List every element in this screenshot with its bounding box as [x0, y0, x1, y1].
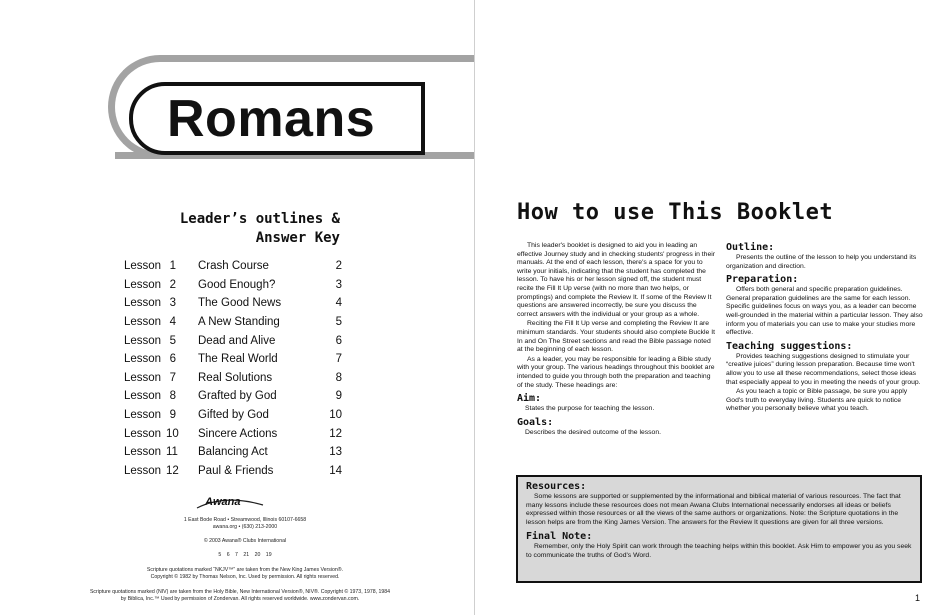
lesson-page: 5	[335, 316, 342, 329]
scripture-note-4: by Biblica, Inc.™ Used by permission of Zondervan. All rights reserved worldwide. www.zondervan.com.	[120, 596, 360, 602]
lesson-title: Good Enough?	[198, 278, 276, 291]
intro-paragraph-3: As a leader, you may be responsible for leading a Bible study with your group. The various headings throughout this booklet are intended to guide you through both the preparation and teaching of the study. These headings are:	[517, 355, 715, 389]
lesson-label: Lesson	[124, 446, 162, 459]
lesson-label: Lesson	[124, 278, 162, 291]
lesson-number: 9	[169, 409, 176, 422]
scripture-note-2: Copyright © 1982 by Thomas Nelson, Inc. Used by permission. All rights reserved.	[150, 574, 340, 580]
toc-row	[124, 331, 342, 350]
teaching-heading: Teaching suggestions:	[726, 340, 853, 352]
resources-heading: Resources:	[526, 481, 587, 492]
preparation-heading: Preparation:	[726, 274, 799, 286]
right-column	[726, 242, 924, 415]
toc-row	[124, 424, 342, 443]
toc-heading	[150, 210, 340, 248]
lesson-number: 11	[166, 446, 178, 459]
lesson-number: 8	[169, 390, 176, 403]
lesson-label: Lesson	[124, 297, 162, 310]
lesson-page: 3	[335, 278, 342, 291]
outline-text: Presents the outline of the lesson to help you understand its organization and direction.	[726, 254, 917, 270]
awana-logo	[195, 496, 267, 512]
lesson-label: Lesson	[124, 316, 162, 329]
lesson-page: 9	[335, 390, 342, 403]
lesson-page: 14	[329, 464, 342, 477]
teaching-text-2: As you teach a topic or Bible passage, be sure you apply God's truth to everyday living. Students are quick to notice whether you personally believe what you teach.	[726, 388, 908, 413]
lesson-page: 7	[335, 353, 342, 366]
lesson-number: 3	[169, 297, 176, 310]
intro-paragraph-1: This leader's booklet is designed to aid you in leading an effective Journey study and in checking students' progress in their manuals. At the end of each lesson, there's a space for you to write your initials, indicating that the student has completed the lesson. To have his or her lesson signed off, the student must recite the Fill It Up verse (with no more than two helps, or promptings) and complete the Review It. If some of the Review It questions are answered incorrectly, be sure you discuss the correct answers with the individual or your group as a whole.	[517, 242, 716, 318]
section-title: How to use This Booklet	[517, 200, 834, 225]
aim-text: States the purpose for teaching the lesson.	[525, 405, 655, 413]
lesson-page: 2	[335, 260, 342, 273]
scripture-note-1: Scripture quotations marked “NKJV™” are taken from the New King James Version®.	[146, 567, 344, 573]
lesson-label: Lesson	[124, 409, 162, 422]
preparation-text: Offers both general and specific preparation guidelines. General preparation guidelines are the same for each lesson. Specific guidelines focus on ways you, as a leader can become well-grounded in the material within a particular lesson. They also inform you of materials you can use to make your studies more effective.	[726, 286, 923, 337]
lesson-page: 8	[335, 371, 342, 384]
toc-row	[124, 294, 342, 313]
print-codes: 5 6 7 21 20 19	[218, 552, 272, 558]
copyright-text: © 2003 Awana® Clubs International	[203, 538, 287, 544]
toc-row	[124, 276, 342, 295]
left-column	[517, 242, 717, 438]
lesson-label: Lesson	[124, 371, 162, 384]
lesson-page: 13	[329, 446, 342, 459]
lesson-title: The Real World	[198, 353, 278, 366]
toc-row	[124, 443, 342, 462]
lesson-title: Crash Course	[198, 260, 269, 273]
final-note-text: Remember, only the Holy Spirit can work through the teaching helps within this booklet. Ask Him to empower you as you seek to communicate the truths of God's Word.	[526, 543, 912, 559]
lesson-number: 7	[169, 371, 176, 384]
final-note-heading: Final Note:	[526, 531, 593, 543]
booklet-title: Romans	[167, 89, 376, 148]
teaching-text-1: Provides teaching suggestions designed to stimulate your “creative juices” during lesson preparation. Because time won't allow you to use all these recommendations, select those ideas that especially appeal to you in meeting the needs of your group.	[726, 352, 921, 386]
goals-heading: Goals:	[517, 416, 554, 428]
right-page	[476, 0, 950, 615]
lesson-title: Balancing Act	[198, 446, 268, 459]
toc-row	[124, 462, 342, 481]
toc-row	[124, 369, 342, 388]
aim-heading: Aim:	[517, 393, 542, 405]
lesson-title: Dead and Alive	[198, 334, 276, 347]
lesson-number: 1	[169, 260, 176, 273]
intro-paragraph-2: Reciting the Fill It Up verse and completing the Review It are minimum standards. Your students should also complete Buckle It In and On The Street sections and read the Bible passage noted at the beginning of each lesson.	[517, 320, 715, 354]
page-number: 1	[914, 593, 920, 603]
lesson-title: A New Standing	[198, 316, 280, 329]
lesson-title: Gifted by God	[198, 409, 269, 422]
lesson-title: Grafted by God	[198, 390, 277, 403]
lesson-number: 6	[169, 353, 176, 366]
title-banner	[129, 82, 425, 155]
lesson-title: Paul & Friends	[198, 464, 274, 477]
lesson-page: 12	[329, 427, 342, 440]
lesson-label: Lesson	[124, 353, 162, 366]
lesson-title: Sincere Actions	[198, 427, 278, 440]
lesson-number: 5	[169, 334, 176, 347]
toc-heading-line-2: Answer Key	[255, 230, 340, 246]
lesson-number: 4	[169, 316, 176, 329]
lesson-label: Lesson	[124, 260, 162, 273]
lesson-title: The Good News	[198, 297, 282, 310]
resources-box	[516, 475, 922, 583]
lesson-number: 12	[166, 464, 179, 477]
toc-row	[124, 257, 342, 276]
lesson-page: 10	[329, 409, 342, 422]
logo-text: Awana	[205, 496, 241, 508]
lesson-title: Real Solutions	[198, 371, 273, 384]
lesson-number: 10	[166, 427, 179, 440]
address-text: 1 East Bode Road • Streamwood, Illinois 60107-6658	[183, 517, 307, 523]
contact-text: awana.org • (630) 213-2000	[212, 524, 278, 530]
lesson-label: Lesson	[124, 390, 162, 403]
lesson-label: Lesson	[124, 334, 162, 347]
toc-row	[124, 313, 342, 332]
toc-row	[124, 350, 342, 369]
lesson-label: Lesson	[124, 427, 162, 440]
lesson-page: 4	[335, 297, 342, 310]
lesson-label: Lesson	[124, 464, 162, 477]
lesson-page: 6	[335, 334, 342, 347]
goals-text: Describes the desired outcome of the lesson.	[525, 428, 662, 436]
toc-row	[124, 406, 342, 425]
toc-row	[124, 387, 342, 406]
scripture-note-3: Scripture quotations marked (NIV) are taken from the Holy Bible, New International Version®, NIV®. Copyright © 1973, 1978, 1984	[89, 589, 391, 595]
table-of-contents	[124, 257, 342, 480]
outline-heading: Outline:	[726, 242, 775, 253]
toc-heading-line-1: Leader’s outlines &	[179, 211, 340, 227]
lesson-number: 2	[169, 278, 176, 291]
resources-text: Some lessons are supported or supplemented by the informational and biblical material of various resources. The fact that many lessons include these resources does not mean Awana Clubs International necessarily endorses all ideas or beliefs expressed within those resources or all the views of the same authors or organizations. Note: the Scripture quotations in the lesson helps are from the King James Version. The answers for the Review It questions are given for all three versions.	[526, 493, 901, 526]
